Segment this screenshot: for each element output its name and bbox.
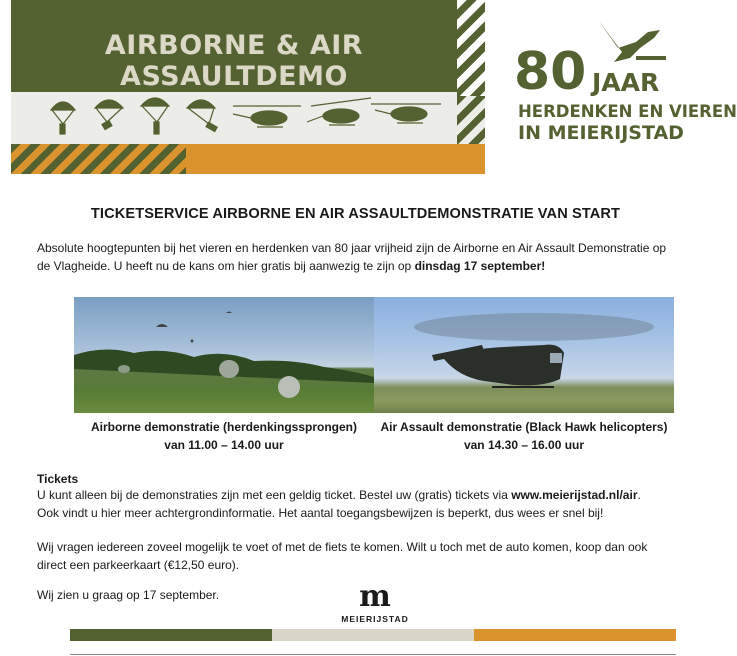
meierijstad-mark: m xyxy=(359,579,391,614)
tickets-heading: Tickets xyxy=(37,472,79,486)
helicopter-photo-illustration xyxy=(374,297,674,413)
closing-paragraph: Wij zien u graag op 17 september. xyxy=(37,588,220,602)
airborne-demo-time: van 11.00 – 14.00 uur xyxy=(164,437,284,452)
hazard-stripes xyxy=(457,96,485,144)
helicopter-icon-1 xyxy=(233,106,301,127)
air-assault-caption xyxy=(374,419,674,454)
air-assault-photo xyxy=(374,297,674,413)
event-banner xyxy=(11,0,485,174)
helicopter-icon-2 xyxy=(307,98,371,125)
tickets-link[interactable]: www.meierijstad.nl/air xyxy=(511,488,638,502)
logo-line-2: IN MEIERIJSTAD xyxy=(518,122,684,144)
footer-bar-beige xyxy=(272,629,474,641)
divider xyxy=(70,654,676,655)
airborne-photo xyxy=(74,297,374,413)
tickets-text-2: . xyxy=(637,488,641,502)
tickets-text-3: Ook vindt u hier meer achtergrondinformatie. Het aantal toegangsbewijzen is beperkt, dus wees er snel bij! xyxy=(37,505,604,520)
meierijstad-logo xyxy=(330,579,420,624)
logo-number: 80 xyxy=(514,42,587,102)
hazard-stripes xyxy=(11,144,186,174)
travel-paragraph: Wij vragen iedereen zoveel mogelijk te voet of met de fiets te komen. Wilt u toch met de auto komen, koop dan ook direct een parkeerkaart (€12,50 euro). xyxy=(37,540,648,572)
air-assault-demo-name: Air Assault demonstratie (Black Hawk helicopters) xyxy=(380,420,668,434)
hazard-stripes xyxy=(457,0,485,96)
parachute-icon-2 xyxy=(95,100,123,130)
parachute-icon-4 xyxy=(187,100,217,132)
footer-bar-orange xyxy=(474,629,676,641)
banner-title: AIRBORNE & AIR ASSAULTDEMO xyxy=(104,30,364,92)
dove-icon xyxy=(596,18,666,68)
intro-text: Absolute hoogtepunten bij het vieren en herdenken van 80 jaar vrijheid zijn de Airborne en Air Assault Demonstratie op de Vlagheide. U heeft nu de kans om hier gratis bij aanwezig te zijn op xyxy=(37,241,667,273)
logo-line-1: HERDENKEN EN VIEREN xyxy=(518,102,737,121)
airborne-caption xyxy=(74,419,374,454)
80-jaar-logo xyxy=(514,18,737,158)
parachute-photo-illustration xyxy=(74,297,374,413)
meierijstad-wordmark: MEIERIJSTAD xyxy=(341,614,409,624)
tickets-text-1: U kunt alleen bij de demonstraties zijn met een geldig ticket. Bestel uw (gratis) tickets via xyxy=(37,488,512,502)
helicopter-icon-3 xyxy=(371,104,441,123)
parachute-icon-1 xyxy=(51,102,75,134)
tickets-paragraph xyxy=(37,487,677,522)
intro-paragraph xyxy=(37,240,677,275)
footer-bar-olive xyxy=(70,629,272,641)
parachute-helicopter-icons xyxy=(11,92,457,144)
air-assault-demo-time: van 14.30 – 16.00 uur xyxy=(463,437,585,452)
event-date: dinsdag 17 september! xyxy=(414,258,546,273)
airborne-demo-name: Airborne demonstratie (herdenkingssprongen) xyxy=(90,420,358,434)
parachute-icon-3 xyxy=(141,98,169,134)
page-title: TICKETSERVICE AIRBORNE EN AIR ASSAULTDEMONSTRATIE VAN START xyxy=(90,206,621,222)
banner-sky-strip xyxy=(11,92,457,144)
logo-jaar: JAAR xyxy=(592,68,660,97)
